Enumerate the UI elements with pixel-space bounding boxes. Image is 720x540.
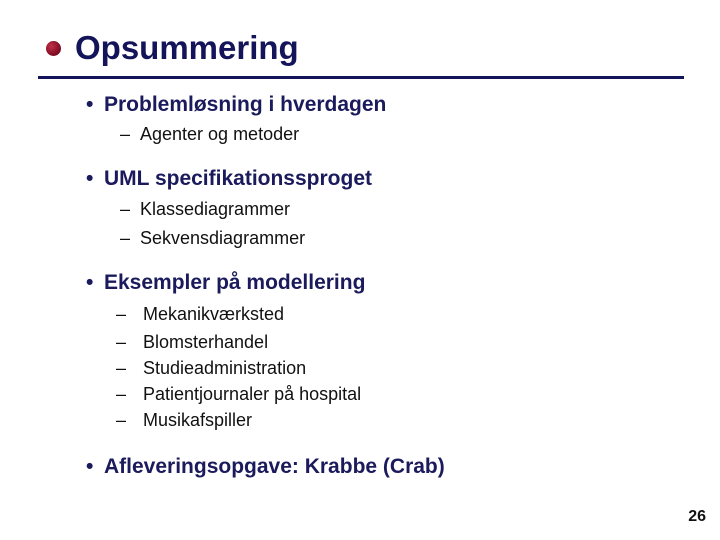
section-heading-text: Afleveringsopgave: Krabbe (Crab) — [104, 455, 445, 478]
dash-marker: – — [116, 304, 127, 324]
list-item-text: Sekvensdiagrammer — [140, 228, 306, 248]
dash-marker: – — [116, 384, 127, 404]
list-item-text: Studieadministration — [143, 358, 307, 378]
title-bullet-icon — [46, 41, 61, 56]
dash-marker: – — [116, 332, 127, 352]
bullet-marker: • — [86, 455, 94, 478]
slide-title: Opsummering — [75, 29, 299, 66]
dash-marker: – — [120, 228, 131, 248]
section-heading-text: Problemløsning i hverdagen — [104, 93, 387, 116]
section-heading-2 — [86, 167, 372, 191]
list-item — [116, 304, 284, 325]
section-heading-text: UML specifikationssproget — [104, 167, 372, 190]
list-item — [116, 332, 268, 353]
bullet-marker: • — [86, 271, 94, 294]
list-item — [116, 384, 361, 405]
page-number: 26 — [688, 508, 706, 525]
bullet-marker: • — [86, 93, 94, 116]
list-item — [120, 124, 299, 145]
list-item-text: Musikafspiller — [143, 410, 253, 430]
list-item — [116, 358, 306, 379]
title-divider — [38, 76, 684, 79]
list-item — [116, 410, 252, 431]
section-heading-3 — [86, 271, 365, 295]
section-heading-1 — [86, 93, 386, 117]
list-item-text: Blomsterhandel — [143, 332, 269, 352]
list-item-text: Agenter og metoder — [140, 124, 300, 144]
dash-marker: – — [116, 410, 127, 430]
bullet-marker: • — [86, 167, 94, 190]
dash-marker: – — [120, 124, 131, 144]
list-item-text: Klassediagrammer — [140, 199, 291, 219]
list-item — [120, 199, 290, 220]
list-item-text: Patientjournaler på hospital — [143, 384, 362, 404]
list-item — [120, 228, 305, 249]
section-heading-text: Eksempler på modellering — [104, 271, 366, 294]
section-heading-4 — [86, 455, 445, 479]
slide-title-row — [46, 28, 299, 68]
dash-marker: – — [120, 199, 131, 219]
dash-marker: – — [116, 358, 127, 378]
list-item-text: Mekanikværksted — [143, 304, 285, 324]
